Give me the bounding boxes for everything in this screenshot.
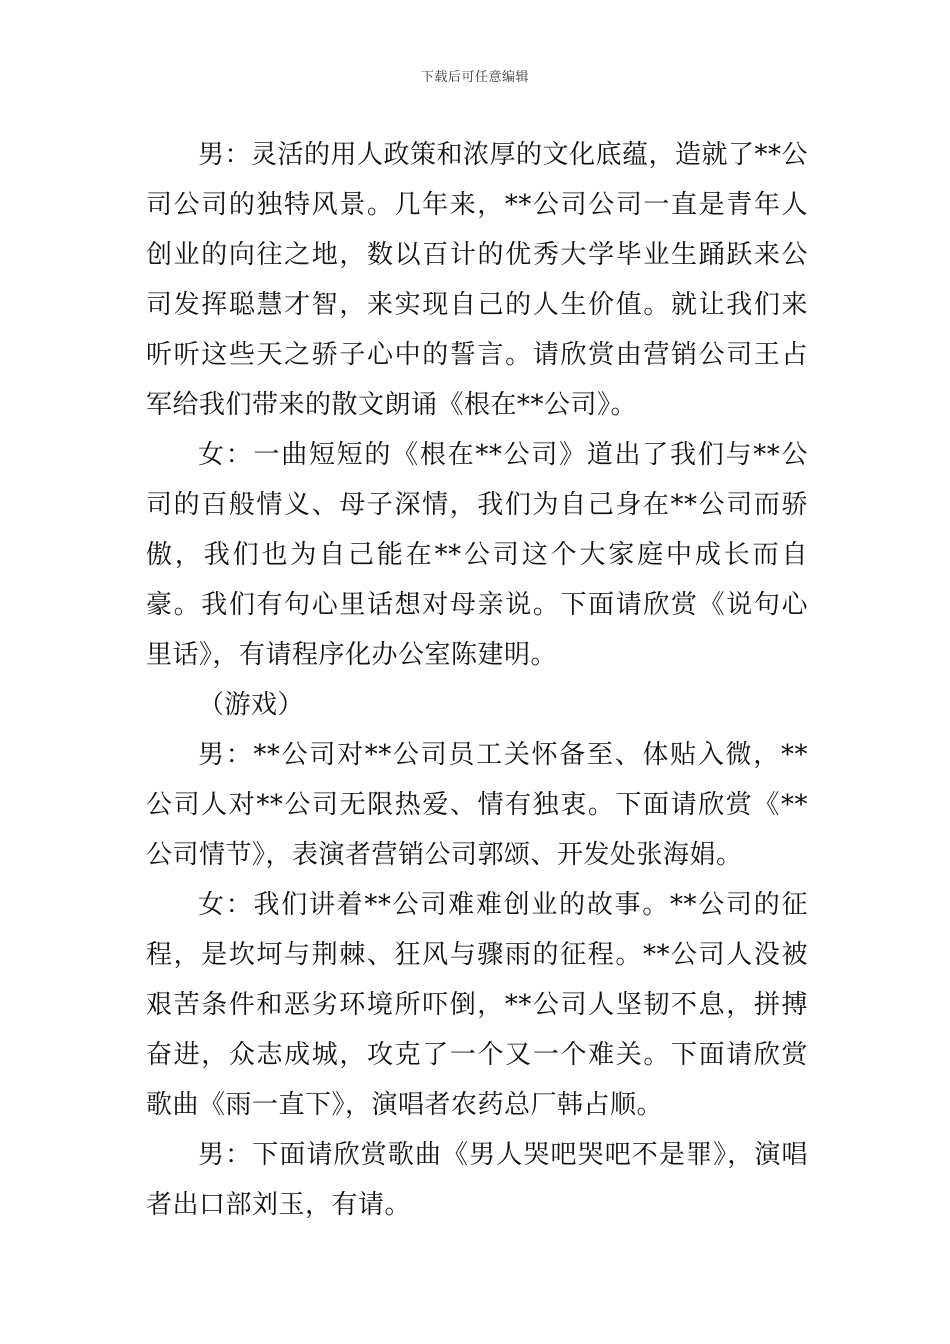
paragraph: （游戏）	[198, 690, 305, 720]
paragraph: 女：一曲短短的《根在**公司》道出了我们与**公司的百般情义、母子深情，我们为自己身在**公司而骄傲，我们也为自己能在**公司这个大家庭中成长而自豪。我们有句心里话想对母亲说。下面请欣赏《说句心里话》，有请程序化办公室陈建明。	[146, 440, 808, 670]
page-header: 下载后可任意编辑	[420, 70, 529, 85]
paragraph: 男：下面请欣赏歌曲《男人哭吧哭吧不是罪》，演唱者出口部刘玉，有请。	[146, 1140, 808, 1220]
paragraph: 男：灵活的用人政策和浓厚的文化底蕴，造就了**公司公司的独特风景。几年来，**公司公司一直是青年人创业的向往之地，数以百计的优秀大学毕业生踊跃来公司发挥聪慧才智，来实现自己的人生价值。就让我们来听听这些天之骄子心中的誓言。请欣赏由营销公司王占军给我们带来的散文朗诵《根在**公司》。	[146, 140, 809, 420]
document-body	[146, 130, 808, 1230]
paragraph: 男：**公司对**公司员工关怀备至、体贴入微，**公司人对**公司无限热爱、情有独衷。下面请欣赏《**公司情节》，表演者营销公司郭颂、开发处张海娟。	[146, 740, 808, 870]
paragraph: 女：我们讲着**公司难难创业的故事。**公司的征程，是坎坷与荆棘、狂风与骤雨的征程。**公司人没被艰苦条件和恶劣环境所吓倒，**公司人坚韧不息，拼搏奋进，众志成城，攻克了一个又一个难关。下面请欣赏歌曲《雨一直下》，演唱者农药总厂韩占顺。	[146, 890, 808, 1120]
